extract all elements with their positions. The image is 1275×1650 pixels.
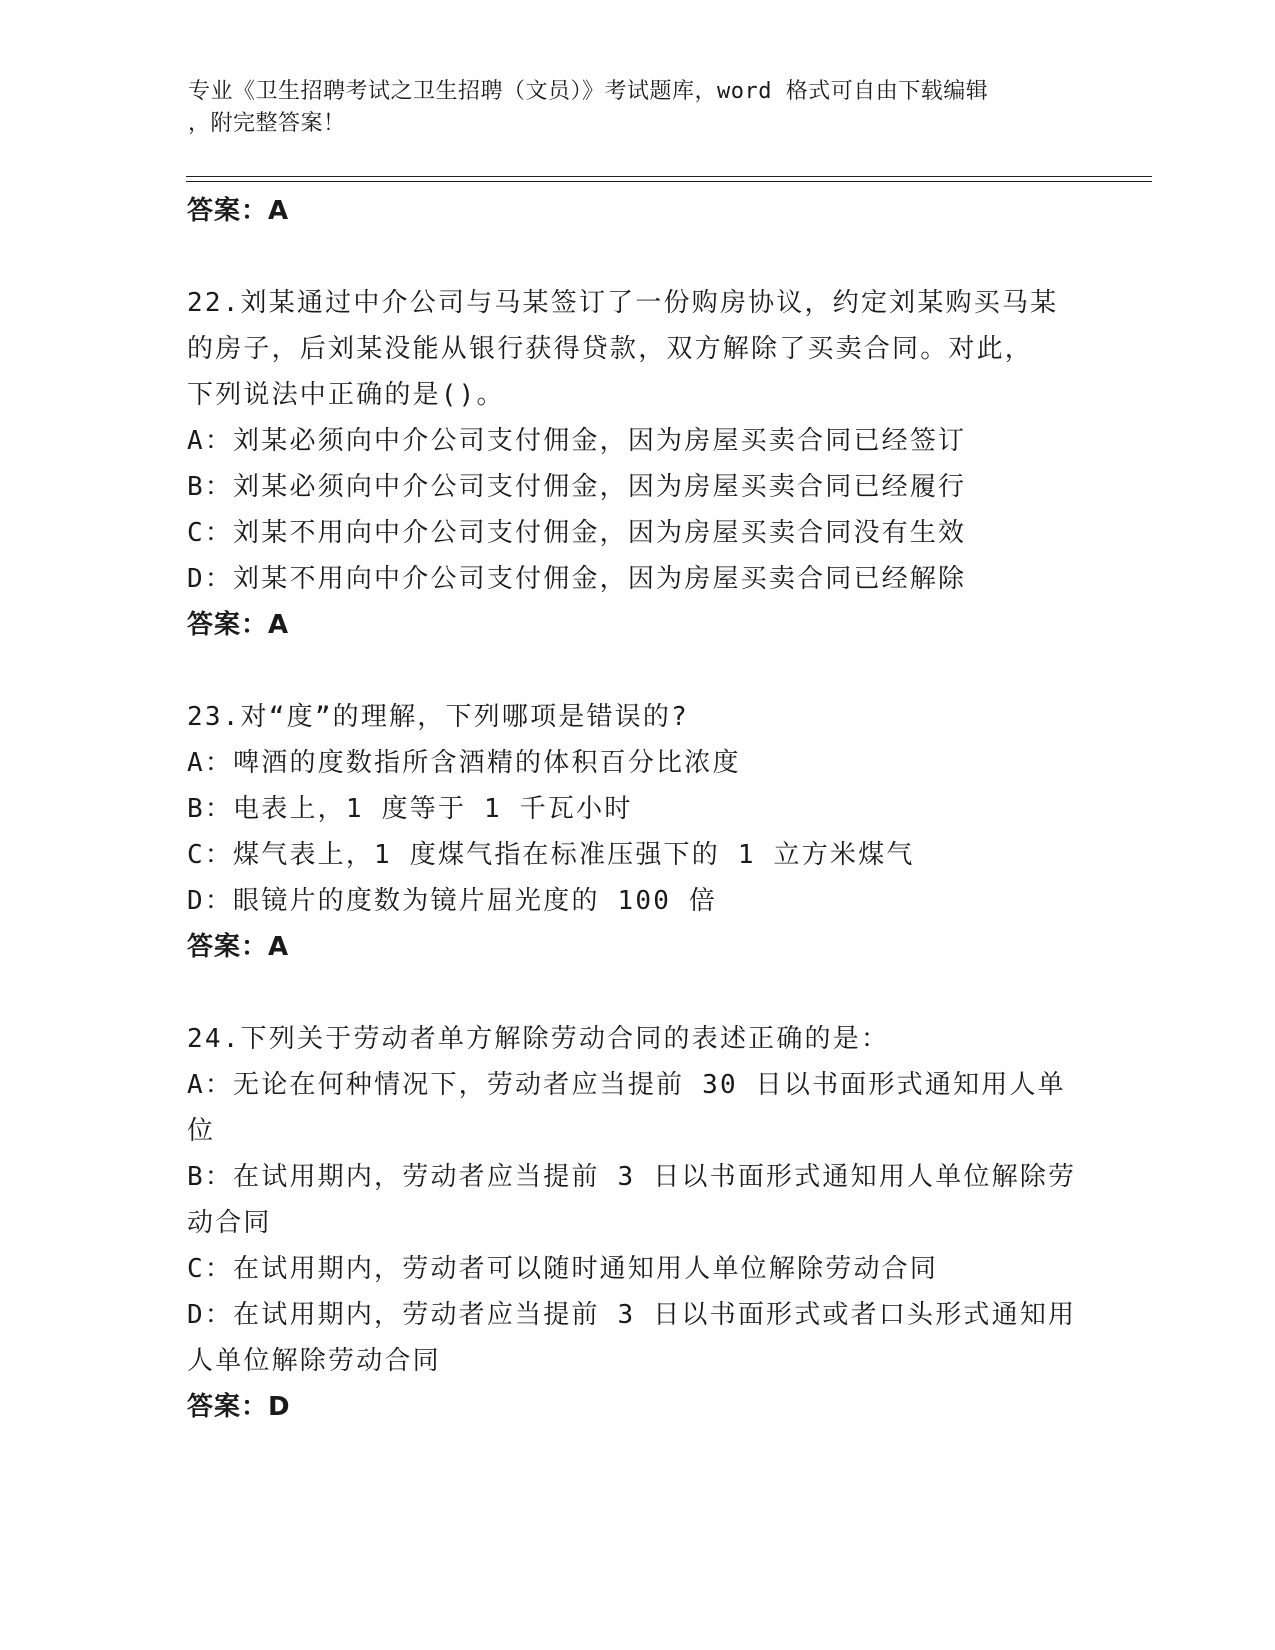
header-divider-bottom — [186, 181, 1152, 182]
option-a: A：刘某必须向中介公司支付佣金，因为房屋买卖合同已经签订 — [187, 426, 967, 456]
option-b: B：刘某必须向中介公司支付佣金，因为房屋买卖合同已经履行 — [187, 472, 967, 502]
question-23 — [187, 694, 1087, 970]
option-b-continued: 动合同 — [187, 1208, 272, 1238]
option-b: B：电表上，1 度等于 1 千瓦小时 — [187, 794, 633, 824]
option-a: A：无论在何种情况下，劳动者应当提前 30 日以书面形式通知用人单 — [187, 1070, 1066, 1100]
question-stem-line: 的房子，后刘某没能从银行获得贷款，双方解除了买卖合同。对此， — [187, 334, 1034, 364]
previous-answer: 答案：A — [187, 196, 290, 226]
spacer — [187, 648, 1087, 694]
option-c: C：在试用期内，劳动者可以随时通知用人单位解除劳动合同 — [187, 1254, 939, 1284]
question-stem-line: 22.刘某通过中介公司与马某签订了一份购房协议，约定刘某购买马某 — [187, 288, 1059, 318]
header-line-1: 专业《卫生招聘考试之卫生招聘（文员）》考试题库，word 格式可自由下载编辑 — [188, 79, 989, 104]
option-b: B：在试用期内，劳动者应当提前 3 日以书面形式通知用人单位解除劳 — [187, 1162, 1077, 1192]
option-a: A：啤酒的度数指所含酒精的体积百分比浓度 — [187, 748, 741, 778]
header-divider-top — [186, 176, 1152, 177]
answer-line: 答案：A — [187, 932, 290, 962]
answer-line: 答案：A — [187, 610, 290, 640]
option-c: C：刘某不用向中介公司支付佣金，因为房屋买卖合同没有生效 — [187, 518, 967, 548]
question-list — [187, 188, 1087, 1430]
answer-line: 答案：D — [187, 1392, 291, 1422]
document-header — [188, 76, 1088, 140]
option-c: C：煤气表上，1 度煤气指在标准压强下的 1 立方米煤气 — [187, 840, 915, 870]
question-stem-line: 23.对“度”的理解，下列哪项是错误的? — [187, 702, 689, 732]
option-a-continued: 位 — [187, 1116, 216, 1146]
spacer — [187, 234, 1087, 280]
option-d: D：在试用期内，劳动者应当提前 3 日以书面形式或者口头形式通知用 — [187, 1300, 1077, 1330]
question-22 — [187, 280, 1087, 648]
question-24 — [187, 1016, 1087, 1430]
spacer — [187, 970, 1087, 1016]
option-d: D：刘某不用向中介公司支付佣金，因为房屋买卖合同已经解除 — [187, 564, 967, 594]
header-line-2: ，附完整答案！ — [188, 111, 346, 136]
option-d: D：眼镜片的度数为镜片屈光度的 100 倍 — [187, 886, 718, 916]
option-d-continued: 人单位解除劳动合同 — [187, 1346, 441, 1376]
question-stem-line: 24.下列关于劳动者单方解除劳动合同的表述正确的是： — [187, 1024, 890, 1054]
question-stem-line: 下列说法中正确的是()。 — [187, 380, 505, 410]
